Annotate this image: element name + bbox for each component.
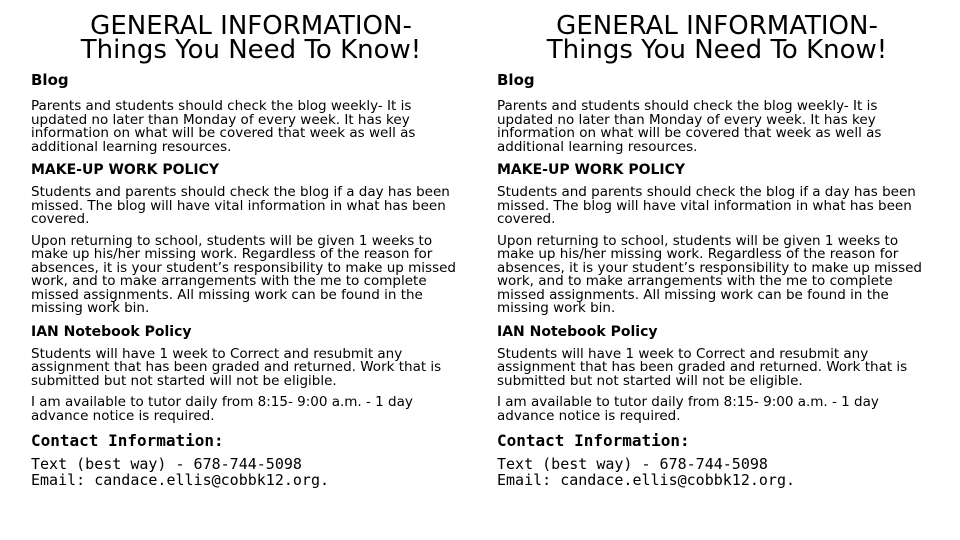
info-column-right xyxy=(497,11,937,489)
info-column-left xyxy=(31,11,471,489)
blog-text: Parents and students should check the blog weekly- It is updated no later than Monday of every week. It has key information on what will be covered that week as well as additional learning resources. xyxy=(497,98,882,155)
title-line-2: Things You Need To Know! xyxy=(80,35,422,65)
ian-text: Students will have 1 week to Correct and resubmit any assignment that has been graded and returned. Work that is submitted but not started will not be eligible. xyxy=(497,345,908,389)
page-title xyxy=(497,11,937,65)
makeup-heading: MAKE-UP WORK POLICY xyxy=(497,162,686,178)
tutor-text: I am available to tutor daily from 8:15- 9:00 a.m. - 1 day advance notice is required. xyxy=(497,394,879,424)
makeup-text-1: Students and parents should check the blog if a day has been missed. The blog will have vital information in what has been covered. xyxy=(497,184,916,227)
blog-heading: Blog xyxy=(31,71,69,89)
title-line-1: GENERAL INFORMATION- xyxy=(556,11,878,41)
makeup-text-1: Students and parents should check the blog if a day has been missed. The blog will have vital information in what has been covered. xyxy=(31,184,450,227)
ian-text: Students will have 1 week to Correct and resubmit any assignment that has been graded and returned. Work that is submitted but not started will not be eligible. xyxy=(31,345,442,389)
makeup-text-2: Upon returning to school, students will be given 1 weeks to make up his/her missing work. Regardless of the reason for absences, it is your student’s responsibility to make up missed work, and to make arrangements with the me to complete missed assignments. All missing work can be found in the missing work bin. xyxy=(31,232,456,316)
ian-heading: IAN Notebook Policy xyxy=(31,323,192,340)
title-line-1: GENERAL INFORMATION- xyxy=(90,11,412,41)
contact-phone: Text (best way) - 678-744-5098 xyxy=(31,455,302,473)
blog-heading: Blog xyxy=(497,71,535,89)
contact-heading: Contact Information: xyxy=(497,431,690,450)
contact-phone: Text (best way) - 678-744-5098 xyxy=(497,455,768,473)
contact-email: Email: candace.ellis@cobbk12.org. xyxy=(31,471,330,489)
ian-heading: IAN Notebook Policy xyxy=(497,323,658,340)
contact-heading: Contact Information: xyxy=(31,431,224,450)
blog-text: Parents and students should check the blog weekly- It is updated no later than Monday of every week. It has key information on what will be covered that week as well as additional learning resources. xyxy=(31,98,416,155)
contact-email: Email: candace.ellis@cobbk12.org. xyxy=(497,471,796,489)
page-title xyxy=(31,11,471,65)
makeup-text-2: Upon returning to school, students will be given 1 weeks to make up his/her missing work. Regardless of the reason for absences, it is your student’s responsibility to make up missed work, and to make arrangements with the me to complete missed assignments. All missing work can be found in the missing work bin. xyxy=(497,232,922,316)
title-line-2: Things You Need To Know! xyxy=(546,35,888,65)
tutor-text: I am available to tutor daily from 8:15- 9:00 a.m. - 1 day advance notice is required. xyxy=(31,394,413,424)
makeup-heading: MAKE-UP WORK POLICY xyxy=(31,162,220,178)
